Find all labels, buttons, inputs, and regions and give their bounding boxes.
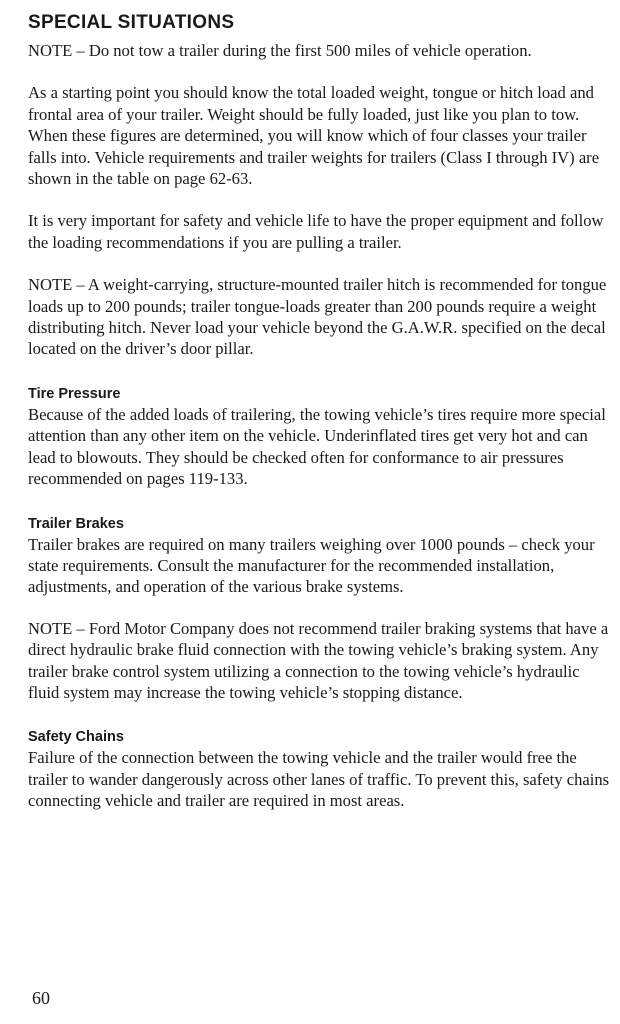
section-heading: Trailer Brakes — [28, 515, 124, 532]
section-body: Because of the added loads of trailering, the towing vehicle’s tires require more special attention than any other item on the vehicle. Underinflated tires get very hot and can lead to blowouts. They should be checked often for conformance to air pressures recommended on pages 119-133. — [28, 404, 606, 489]
section-body: Trailer brakes are required on many trailers weighing over 1000 pounds – check your state requirements. Consult the manufacturer for the recommended installation, adjustments, and operation of the various brake systems. — [28, 534, 595, 597]
section-tire-pressure — [28, 384, 612, 490]
section-body: Failure of the connection between the towing vehicle and the trailer would free the trailer to wander dangerously across other lanes of traffic. To prevent this, safety chains connecting vehicle and trailer are required in most areas. — [28, 748, 610, 811]
page-title: SPECIAL SITUATIONS — [28, 12, 235, 33]
note-hydraulic-brakes: NOTE – Ford Motor Company does not recommend trailer braking systems that have a direct hydraulic brake fluid connection with the towing vehicle’s braking system. Any trailer brake control system utilizing a connection to the towing vehicle’s hydraulic fluid system may increase the towing vehicle’s stopping distance. — [28, 618, 609, 702]
section-heading: Tire Pressure — [28, 385, 121, 402]
note-first-500-miles: NOTE – Do not tow a trailer during the first 500 miles of vehicle operation. — [28, 41, 532, 60]
page-number: 60 — [32, 988, 50, 1008]
section-trailer-brakes — [28, 514, 612, 704]
intro-paragraph: As a starting point you should know the total loaded weight, tongue or hitch load and frontal area of your trailer. Weight should be fully loaded, just like you plan to tow. When these figures are determined, you will know which of four classes your trailer falls into. Vehicle requirements and trailer weights for trailers (Class I through IV) are shown in the table on page 62-63. — [28, 83, 600, 189]
section-safety-chains — [28, 727, 612, 811]
manual-page — [28, 10, 612, 812]
note-hitch: NOTE – A weight-carrying, structure-mounted trailer hitch is recommended for tongue loads up to 200 pounds; trailer tongue-loads greater than 200 pounds require a weight distributing hitch. Never load your vehicle beyond the G.A.W.R. specified on the decal located on the driver’s door pillar. — [28, 275, 607, 359]
safety-paragraph: It is very important for safety and vehicle life to have the proper equipment and follow the loading recommendations if you are pulling a trailer. — [28, 211, 604, 252]
section-heading: Safety Chains — [28, 729, 124, 746]
